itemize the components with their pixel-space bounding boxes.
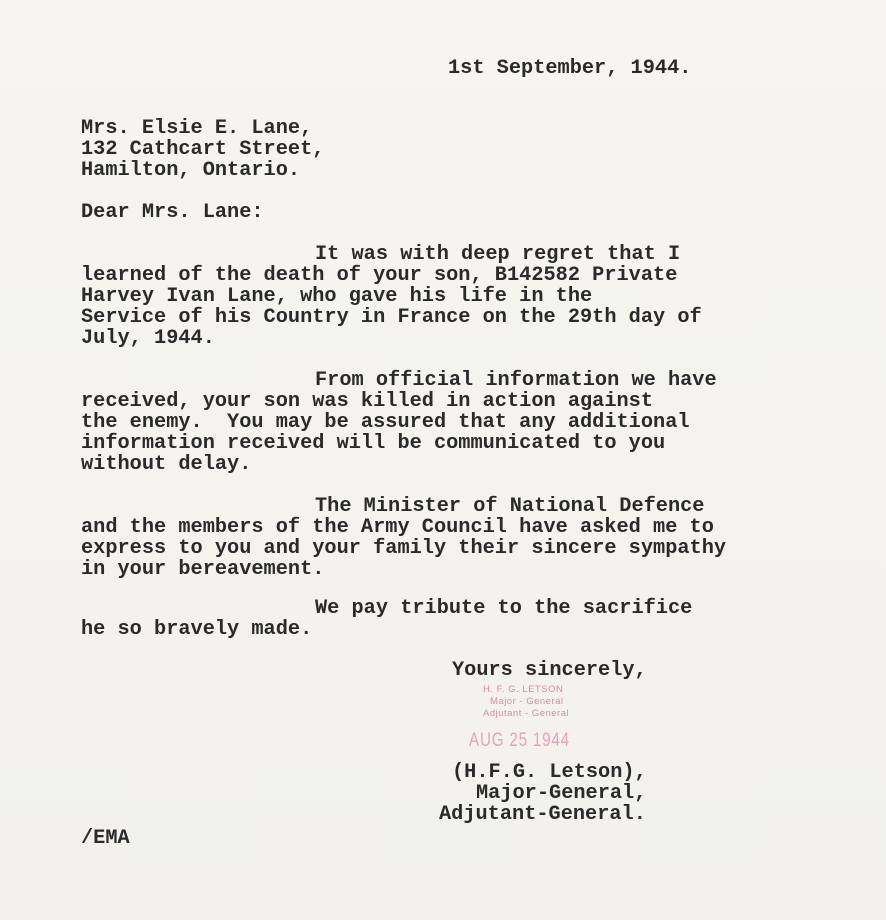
- paragraph-line: From official information we have: [315, 369, 717, 392]
- closing: Yours sincerely,: [452, 659, 647, 682]
- signature-stamp-title: Adjutant - General: [483, 708, 570, 719]
- signature-title: Adjutant-General.: [439, 803, 646, 826]
- signature-stamp-name: H. F. G. LETSON: [483, 684, 564, 695]
- address-line: Mrs. Elsie E. Lane,: [81, 117, 313, 140]
- paragraph-line: he so bravely made.: [81, 618, 313, 641]
- signature-rank: Major-General,: [476, 782, 647, 805]
- paragraph-line: Service of his Country in France on the 29th day of: [81, 306, 702, 329]
- paragraph-line: learned of the death of your son, B142582 Private: [81, 264, 678, 287]
- paragraph-line: express to you and your family their sincere sympathy: [81, 537, 727, 560]
- paragraph-line: the enemy. You may be assured that any additional: [81, 411, 690, 434]
- paragraph-line: in your bereavement.: [81, 558, 325, 581]
- paragraph-line: July, 1944.: [81, 327, 215, 350]
- paragraph-line: Harvey Ivan Lane, who gave his life in the: [81, 285, 593, 308]
- paragraph-line: and the members of the Army Council have asked me to: [81, 516, 714, 539]
- address-line: 132 Cathcart Street,: [81, 138, 325, 161]
- paragraph-line: without delay.: [81, 453, 252, 476]
- letter-date: 1st September, 1944.: [448, 57, 692, 80]
- received-date-stamp: AUG 25 1944: [469, 730, 570, 751]
- salutation: Dear Mrs. Lane:: [81, 201, 264, 224]
- reference-initials: /EMA: [81, 827, 130, 850]
- paragraph-line: It was with deep regret that I: [315, 243, 681, 266]
- paragraph-line: We pay tribute to the sacrifice: [315, 597, 693, 620]
- paragraph-line: received, your son was killed in action against: [81, 390, 654, 413]
- paragraph-line: The Minister of National Defence: [315, 495, 705, 518]
- signature-name: (H.F.G. Letson),: [452, 761, 647, 784]
- signature-stamp-rank: Major - General: [490, 696, 564, 707]
- paragraph-line: information received will be communicated to you: [81, 432, 666, 455]
- address-line: Hamilton, Ontario.: [81, 159, 301, 182]
